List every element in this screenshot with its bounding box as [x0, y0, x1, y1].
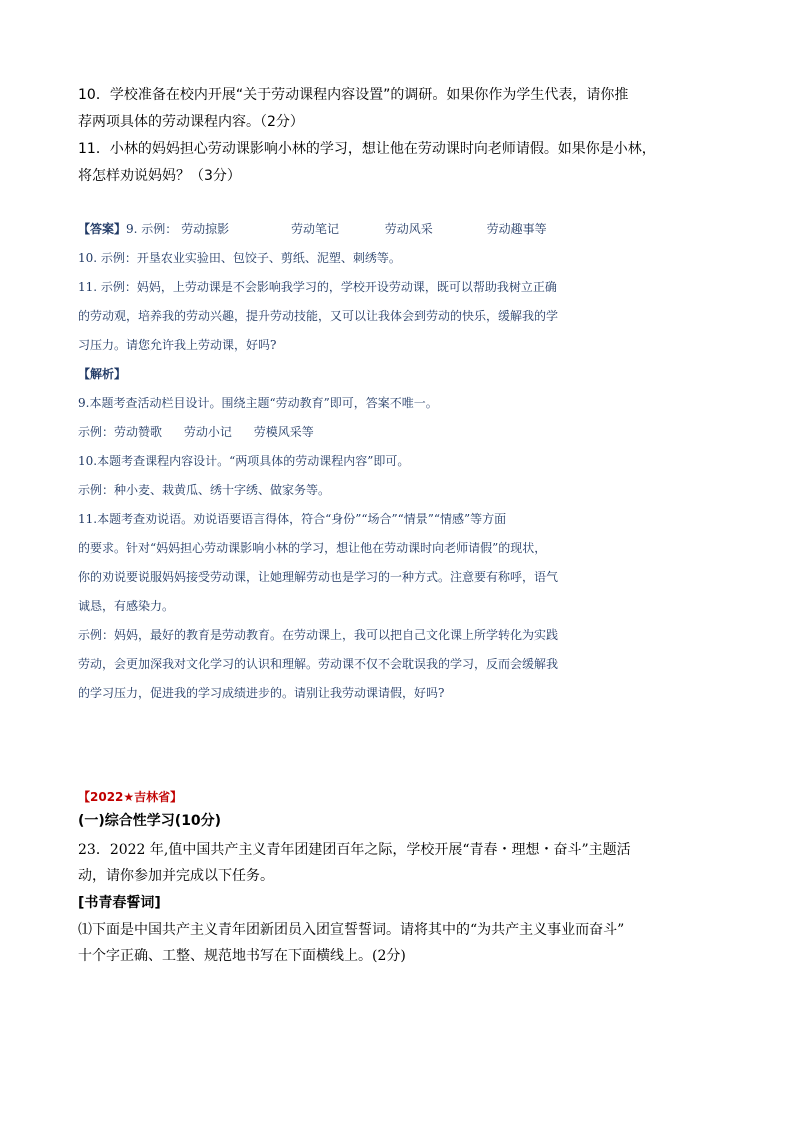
question-10-line-1: 10．学校准备在校内开展“关于劳动课程内容设置”的调研。如果你作为学生代表，请你推 [78, 87, 629, 103]
answer-11-line-2: 的劳动观，培养我的劳动兴趣，提升劳动技能，又可以让我体会到劳动的快乐，缓解我的学 [78, 309, 559, 323]
analysis-11-line-3: 你的劝说要说服妈妈接受劳动课，让她理解劳动也是学习的一种方式。注意要有称呼，语气 [78, 570, 559, 584]
source-open: 【2022 [78, 790, 124, 804]
answer-9-item: 劳动风采 [384, 222, 433, 236]
analysis-11-line-1: 11.本题考查劝说语。劝说语要语言得体，符合“身份”“场合”“情景”“情感”等方面 [78, 512, 507, 526]
spacer [78, 708, 718, 786]
task-1-line-1: ⑴下面是中国共产主义青年团新团员入团宣誓誓词。请将其中的“为共产主义事业而奋斗” [78, 922, 625, 938]
analysis-9-example-item: 劳模风采等 [253, 425, 314, 439]
analysis-tag: 【解析】 [78, 367, 127, 381]
answer-10: 10. 示例：开垦农业实验田、包饺子、剪纸、泥塑、刺绣等。 [78, 251, 401, 265]
answer-9 [78, 215, 718, 244]
analysis-9-example [78, 418, 718, 447]
task-title: [书青春誓词] [78, 895, 161, 911]
answer-9-prefix: 9. 示例： [126, 222, 178, 236]
answer-9-item: 劳动趣事等 [486, 222, 547, 236]
question-23-line-1: 23．2022 年,值中国共产主义青年团建团百年之际，学校开展“青春・理想・奋斗”主题活 [78, 842, 631, 858]
question-11-line-1: 11．小林的妈妈担心劳动课影响小林的学习，想让他在劳动课时向老师请假。如果你是小林， [78, 141, 656, 157]
source-close: 吉林省】 [134, 790, 183, 804]
document-page [78, 82, 718, 969]
question-23-line-2: 动，请你参加并完成以下任务。 [78, 868, 274, 884]
analysis-11-example-line-3: 的学习压力，促进我的学习成绩进步的。请别让我劳动课请假，好吗? [78, 686, 445, 700]
analysis-heading [78, 360, 718, 389]
analysis-9: 9.本题考查活动栏目设计。围绕主题“劳动教育”即可，答案不唯一。 [78, 396, 438, 410]
star-icon: ★ [123, 790, 135, 804]
analysis-11-line-4: 诚恳，有感染力。 [78, 599, 175, 613]
source-label [78, 786, 718, 808]
question-11-line-2: 将怎样劝说妈妈？（3分） [78, 168, 241, 184]
answer-tag: 【答案】 [78, 222, 127, 236]
analysis-10: 10.本题考查课程内容设计。“两项具体的劳动课程内容”即可。 [78, 454, 410, 468]
answer-9-item: 劳动笔记 [290, 222, 339, 236]
analysis-9-example-prefix: 示例： [78, 425, 115, 439]
answer-11-line-3: 习压力。请您允许我上劳动课，好吗? [78, 338, 277, 352]
analysis-9-example-item: 劳动小记 [183, 425, 232, 439]
answer-11-line-1: 11. 示例：妈妈，上劳动课是不会影响我学习的，学校开设劳动课，既可以帮助我树立正确 [78, 280, 557, 294]
analysis-11-example-line-2: 劳动，会更加深我对文化学习的认识和理解。劳动课不仅不会耽误我的学习，反而会缓解我 [78, 657, 559, 671]
spacer [78, 190, 718, 215]
analysis-10-example: 示例：种小麦、栽黄瓜、绣十字绣、做家务等。 [78, 483, 331, 497]
analysis-9-example-item: 劳动赞歌 [114, 425, 163, 439]
analysis-11-example-line-1: 示例：妈妈，最好的教育是劳动教育。在劳动课上，我可以把自己文化课上所学转化为实践 [78, 628, 559, 642]
analysis-11-line-2: 的要求。针对“妈妈担心劳动课影响小林的学习，想让他在劳动课时向老师请假”的现状， [78, 541, 547, 555]
answer-9-item: 劳动掠影 [181, 222, 230, 236]
section-title: (一)综合性学习(10分) [78, 813, 222, 829]
question-10-line-2: 荐两项具体的劳动课程内容。（2分） [78, 114, 304, 130]
task-1-line-2: 十个字正确、工整、规范地书写在下面横线上。(2分) [78, 948, 406, 964]
